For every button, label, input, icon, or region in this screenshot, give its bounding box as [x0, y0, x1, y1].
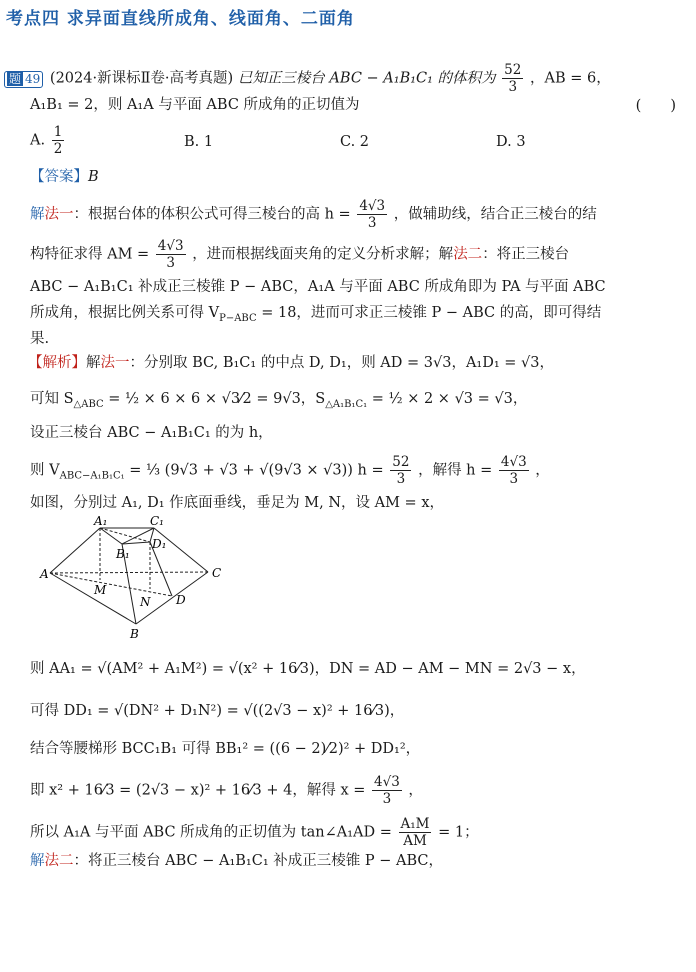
question-badge: 题 49: [4, 71, 43, 88]
label-N: N: [140, 595, 151, 609]
analysis-line-4: 则 $V_{ABC-A_1B_1C_1}$ = ⅓ (9√3 + √3 + √(9√3 × √3)) h = $\frac{52}{3}$ ，解得 h = $\frac{4√3}{3}$ ，: [30, 454, 550, 487]
label-M: M: [94, 583, 107, 597]
analysis-label: 【解析】: [28, 355, 86, 371]
hint-line-3: ABC − A₁B₁C₁ 补成正三棱锥 P − ABC，A₁A 与平面 ABC 所成角即为 PA 与平面 ABC: [30, 279, 606, 295]
hint-line-2: 构特征求得 AM = $\frac{4√3}{3}$ ，进而根据线面夹角的定义分析求解；解法二：将正三棱台: [30, 238, 570, 271]
answer-paren: ( ): [635, 98, 676, 114]
label-D: D: [176, 593, 186, 607]
hint-line-1: 解法一：根据台体的体积公式可得三棱台的高 h = $\frac{4√3}{3}$ ，做辅助线，结合正三棱台的结: [30, 198, 597, 231]
option-d[interactable]: D. 3: [496, 134, 526, 150]
option-b[interactable]: B. 1: [184, 134, 214, 150]
analysis-line-3: 设正三棱台 ABC − A₁B₁C₁ 的为 h，: [30, 425, 273, 441]
answer-value: B: [88, 169, 99, 185]
analysis-line-9: 即 x² + 16⁄3 = (2√3 − x)² + 16⁄3 + 4，解得 x = $\frac{4√3}{3}$ ，: [30, 774, 423, 807]
option-c[interactable]: C. 2: [340, 134, 370, 150]
frustum-figure: [38, 514, 238, 644]
hint-line-4: 所成角，根据比例关系可得 $V_{P-ABC} = 18$，进而可求正三棱锥 P − ABC 的高，即可得结: [30, 305, 602, 324]
analysis-line-7: 可得 DD₁ = √(DN² + D₁N²) = √((2√3 − x)² + 16⁄3)，: [30, 703, 405, 719]
label-C1: C₁: [150, 514, 164, 528]
analysis-line-8: 结合等腰梯形 BCC₁B₁ 可得 BB₁² = ((6 − 2)⁄2)² + DD₁²，: [30, 741, 421, 757]
question-stem-1-tail: ，AB = 6，: [529, 70, 611, 87]
label-B1: B₁: [116, 547, 130, 561]
analysis-line-6: 则 AA₁ = √(AM² + A₁M²) = √(x² + 16⁄3)，DN = AD − AM − MN = 2√3 − x，: [30, 661, 586, 677]
question-source: (2024·新课标Ⅱ卷·高考真题): [49, 70, 234, 87]
analysis-line-11: 解法二：将正三棱台 ABC − A₁B₁C₁ 补成正三棱锥 P − ABC，: [30, 853, 443, 869]
question-stem-2: A₁B₁ = 2，则 A₁A 与平面 ABC 所成角的正切值为: [30, 97, 360, 113]
label-A: A: [40, 567, 49, 581]
question-line-1: [4, 62, 611, 95]
answer-label: 【答案】: [30, 169, 88, 185]
analysis-line-2: 可知 $S_{\triangle ABC}$ = ½ × 6 × 6 × √3⁄2 = 9√3，$S_{\triangle A_1B_1C_1}$ = ½ × 2 × √3 = √3，: [30, 391, 528, 410]
hint-line-5: 果.: [30, 331, 50, 347]
label-B: B: [130, 627, 139, 641]
question-line-2: [30, 94, 360, 116]
analysis-line-1: 【解析】解法一：分别取 BC, B₁C₁ 的中点 D, D₁，则 AD = 3√3，A₁D₁ = √3，: [28, 355, 555, 371]
volume-fraction: $\frac{52}{3}$: [504, 62, 522, 95]
answer-line: [30, 166, 99, 188]
analysis-line-10: 所以 A₁A 与平面 ABC 所成角的正切值为 tan∠A₁AD = $\frac{\text{A₁M}}{AM}$ = 1；: [30, 816, 479, 849]
label-C: C: [212, 566, 222, 580]
option-a[interactable]: A. $\frac{1}{2}$: [30, 124, 63, 157]
label-D1: D₁: [152, 537, 167, 551]
analysis-line-5: 如图，分别过 A₁, D₁ 作底面垂线，垂足为 M, N，设 AM = x，: [30, 495, 444, 511]
question-stem-1: 已知正三棱台 ABC − A₁B₁C₁ 的体积为: [237, 70, 496, 87]
section-title: 考点四 求异面直线所成角、线面角、二面角: [6, 9, 355, 29]
label-A1: A₁: [94, 514, 108, 528]
